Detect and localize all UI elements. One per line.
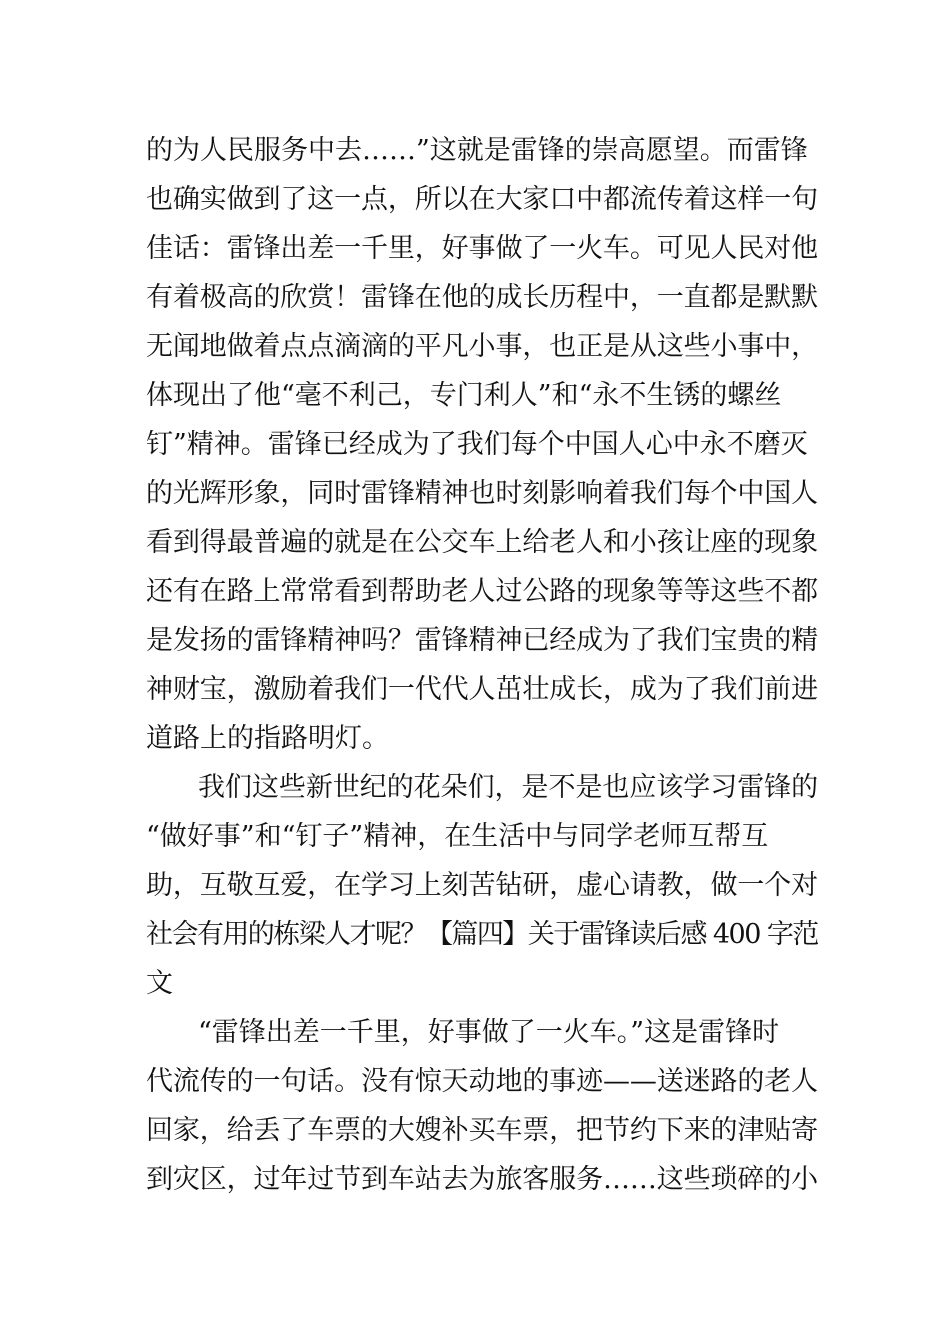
text-line: “雷锋出差一千里，好事做了一火车。”这是雷锋时 [198,1017,780,1048]
text-line: 社会有用的栋梁人才呢？【篇四】关于雷锋读后感 400 字范 [146,919,818,950]
text-line: 也确实做到了这一点，所以在大家口中都流传着这样一句 [146,184,818,215]
text-line: 无闻地做着点点滴滴的平凡小事，也正是从这些小事中， [146,331,818,362]
text-line: 体现出了他“毫不利己，专门利人”和“永不生锈的螺丝 [146,380,782,411]
body-text [146,126,819,1204]
text-line: 文 [146,968,173,999]
text-line: “做好事”和“钉子”精神，在生活中与同学老师互帮互 [146,821,769,852]
text-line: 神财宝，激励着我们一代代人茁壮成长，成为了我们前进 [146,674,818,705]
text-line: 有着极高的欣赏！雷锋在他的成长历程中，一直都是默默 [146,282,818,313]
text-line: 代流传的一句话。没有惊天动地的事迹——送迷路的老人 [146,1066,818,1097]
text-line: 的为人民服务中去……”这就是雷锋的崇高愿望。而雷锋 [146,135,808,166]
text-line: 到灾区，过年过节到车站去为旅客服务……这些琐碎的小 [146,1164,818,1195]
text-line: 的光辉形象，同时雷锋精神也时刻影响着我们每个中国人 [146,478,818,509]
text-line: 助，互敬互爱，在学习上刻苦钻研，虚心请教，做一个对 [146,870,818,901]
text-line: 我们这些新世纪的花朵们，是不是也应该学习雷锋的 [198,772,819,803]
text-line: 回家，给丢了车票的大嫂补买车票，把节约下来的津贴寄 [146,1115,818,1146]
text-line: 道路上的指路明灯。 [146,723,389,754]
text-line: 钉”精神。雷锋已经成为了我们每个中国人心中永不磨灭 [146,429,808,460]
text-line: 佳话：雷锋出差一千里，好事做了一火车。可见人民对他 [146,233,818,264]
text-line: 看到得最普遍的就是在公交车上给老人和小孩让座的现象 [146,527,818,558]
text-line: 还有在路上常常看到帮助老人过公路的现象等等这些不都 [146,576,818,607]
text-line: 是发扬的雷锋精神吗？雷锋精神已经成为了我们宝贵的精 [146,625,818,656]
